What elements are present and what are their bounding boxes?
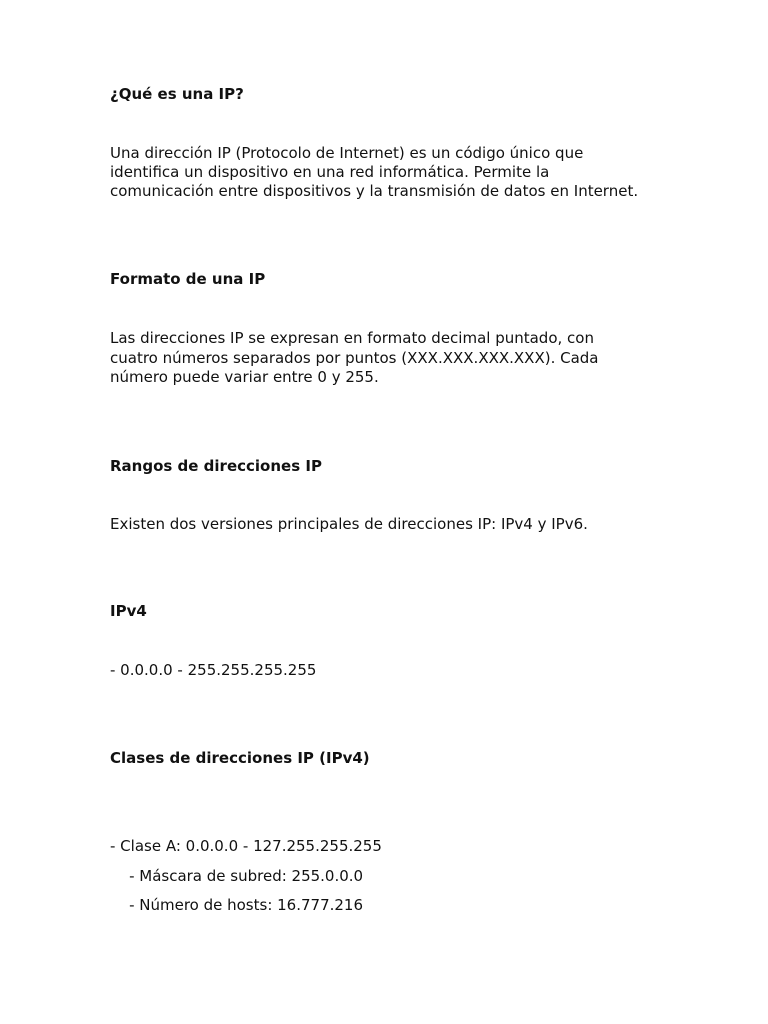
paragraph-line: Existen dos versiones principales de direcciones IP: IPv4 y IPv6. (110, 515, 588, 533)
sub-list-item: - Máscara de subred: 255.0.0.0 (110, 867, 364, 885)
paragraph-line: cuatro números separados por puntos (XXX.XXX.XXX.XXX). Cada (110, 349, 599, 367)
paragraph-line: Una dirección IP (Protocolo de Internet) es un código único que (110, 144, 584, 162)
paragraph-line: número puede variar entre 0 y 255. (110, 368, 379, 386)
paragraph-line: identifica un dispositivo en una red informática. Permite la (110, 163, 550, 181)
section-heading: IPv4 (110, 602, 147, 620)
list-item: - Clase A: 0.0.0.0 - 127.255.255.255 (110, 837, 382, 855)
section-heading: Rangos de direcciones IP (110, 457, 322, 475)
list-item: - 0.0.0.0 - 255.255.255.255 (110, 661, 317, 679)
section-heading: ¿Qué es una IP? (110, 85, 244, 103)
section-heading: Clases de direcciones IP (IPv4) (110, 749, 370, 767)
paragraph-line: Las direcciones IP se expresan en formato decimal puntado, con (110, 329, 594, 347)
section-heading: Formato de una IP (110, 270, 266, 288)
paragraph-line: comunicación entre dispositivos y la transmisión de datos en Internet. (110, 182, 639, 200)
sub-list-item: - Número de hosts: 16.777.216 (110, 896, 364, 914)
